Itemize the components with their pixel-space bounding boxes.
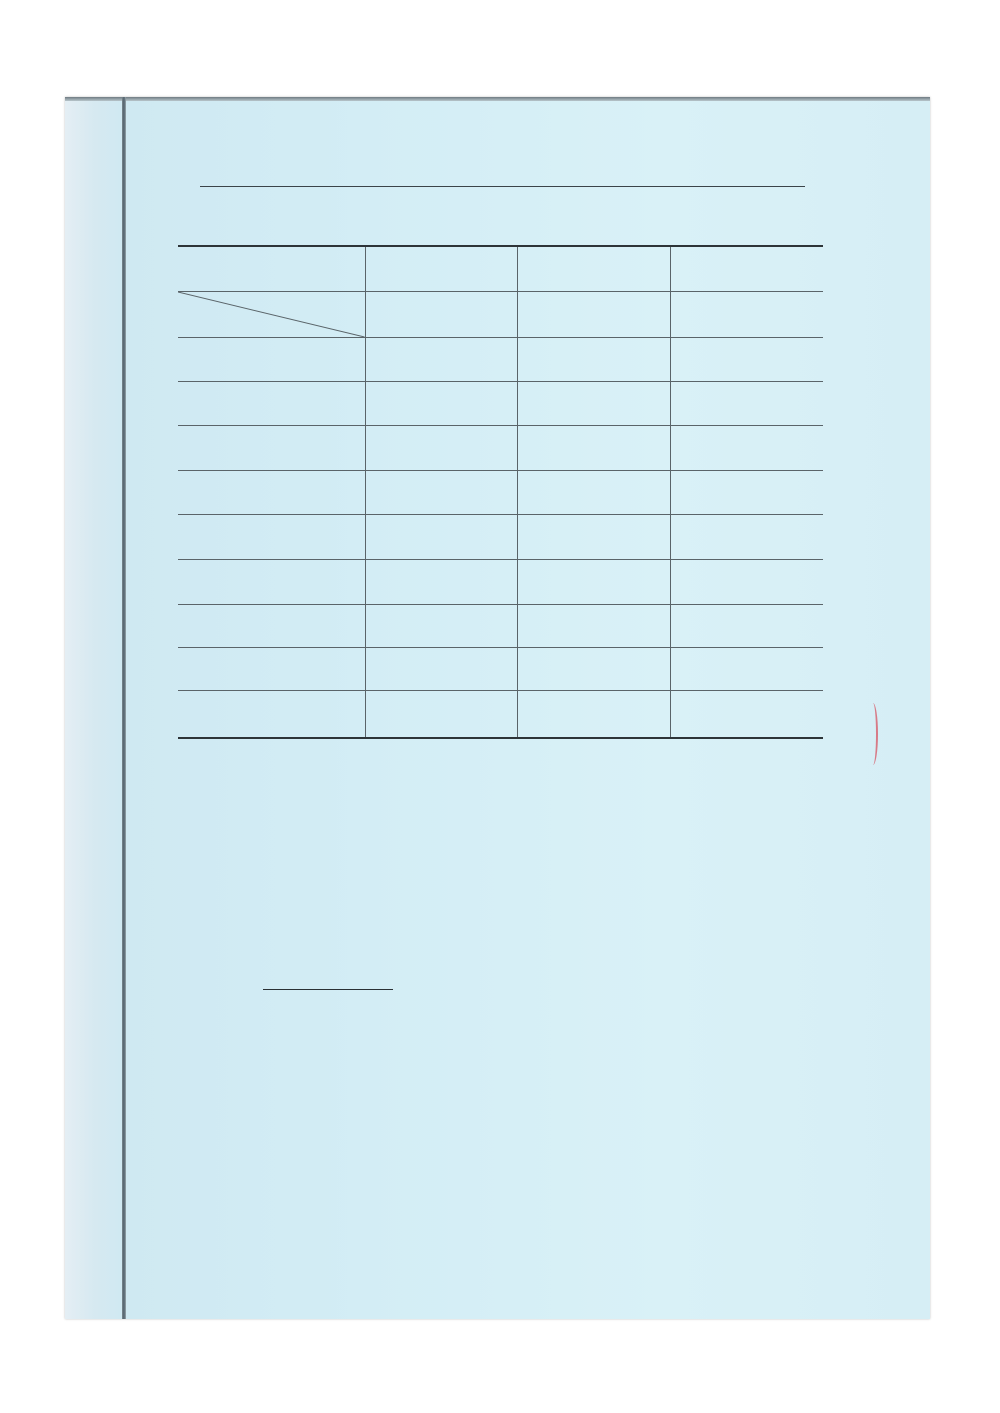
- item-value: [365, 425, 517, 470]
- page-header: [200, 162, 805, 187]
- item-value: [365, 337, 517, 381]
- compiler-sign-line: [263, 989, 393, 990]
- item-value: [365, 381, 517, 425]
- diagonal-line: [178, 292, 365, 337]
- sample-id-row: [178, 291, 823, 337]
- item-value: [670, 470, 823, 514]
- date-label: [517, 246, 670, 291]
- item-value: [517, 425, 670, 470]
- item-name: [178, 514, 365, 559]
- table-row: [178, 425, 823, 470]
- table-row: [178, 514, 823, 559]
- table-header-row: [178, 246, 823, 291]
- table-row: [178, 381, 823, 425]
- table-row: [178, 690, 823, 738]
- sample-description: [670, 690, 823, 738]
- item-name: [178, 559, 365, 604]
- item-value: [517, 604, 670, 647]
- item-value: [670, 559, 823, 604]
- table-row: [178, 470, 823, 514]
- item-value: [670, 381, 823, 425]
- point-label: [178, 246, 365, 291]
- sample-id: [670, 291, 823, 337]
- table-row: [178, 647, 823, 690]
- item-value: [670, 337, 823, 381]
- item-value: [670, 647, 823, 690]
- item-value: [365, 514, 517, 559]
- table-row: [178, 559, 823, 604]
- item-name: [178, 381, 365, 425]
- sample-id: [517, 291, 670, 337]
- diagonal-header-cell: [178, 291, 365, 337]
- item-name: [178, 647, 365, 690]
- item-value: [517, 337, 670, 381]
- sample-description: [517, 690, 670, 738]
- item-value: [670, 514, 823, 559]
- item-name: [178, 470, 365, 514]
- item-value: [670, 604, 823, 647]
- sample-description: [365, 690, 517, 738]
- point-value: [365, 246, 517, 291]
- date-value: [670, 246, 823, 291]
- item-name: [178, 604, 365, 647]
- binding-edge: [122, 97, 126, 1319]
- partial-seal-edge: [868, 703, 878, 765]
- item-value: [670, 425, 823, 470]
- item-name: [178, 690, 365, 738]
- item-value: [517, 514, 670, 559]
- table-row: [178, 604, 823, 647]
- item-value: [365, 559, 517, 604]
- item-value: [517, 381, 670, 425]
- item-value: [517, 559, 670, 604]
- item-value: [365, 470, 517, 514]
- item-value: [365, 604, 517, 647]
- item-value: [517, 647, 670, 690]
- item-value: [517, 470, 670, 514]
- item-value: [365, 647, 517, 690]
- table-row: [178, 337, 823, 381]
- item-name: [178, 425, 365, 470]
- sample-id: [365, 291, 517, 337]
- item-name: [178, 337, 365, 381]
- results-table: [178, 245, 823, 739]
